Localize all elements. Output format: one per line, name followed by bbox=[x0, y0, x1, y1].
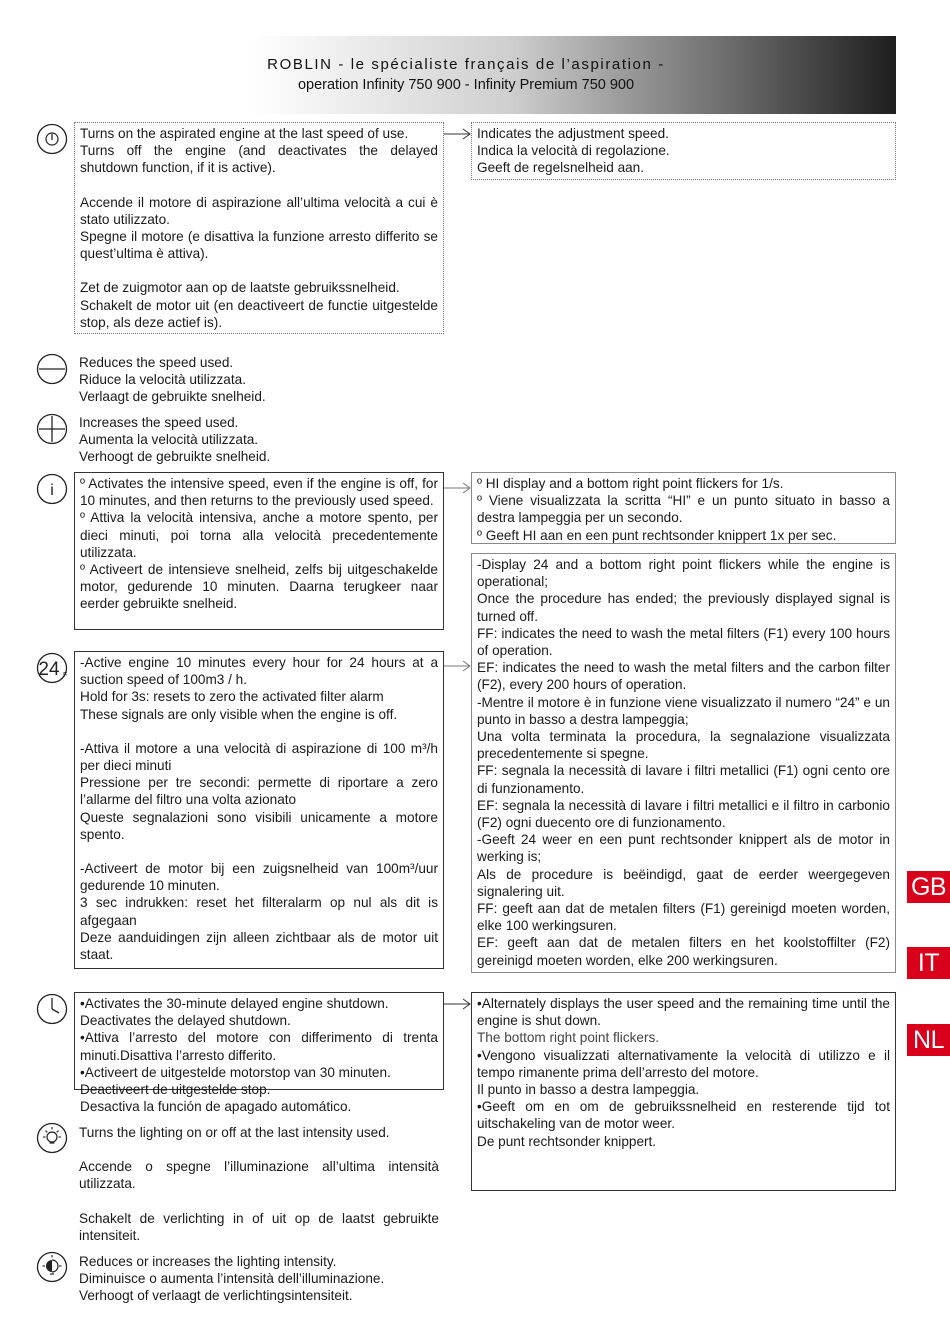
filter-result-line: EF: indicates the need to wash the metal filters and the carbon filter (F2), every 200 hours of operation. bbox=[477, 660, 890, 693]
intensive-result-line: º Geeft HI aan en een punt rechtsonder knippert 1x per sec. bbox=[477, 527, 837, 543]
filter-line: Pressione per tre secondi: permette di riportare a zero l’allarme del filtro una volta azionato bbox=[80, 775, 438, 808]
24-hour-icon-label: 24 bbox=[38, 659, 60, 680]
intensive-description bbox=[74, 472, 444, 630]
24-hour-icon bbox=[36, 652, 72, 684]
power-line: Accende il motore di aspirazione all’ultima velocità a cui è stato utilizzato. bbox=[80, 194, 438, 227]
filter-result-line: FF: segnala la necessità di lavare i filtri metallici (F1) ogni cento ore di funzionamento. bbox=[477, 763, 890, 796]
power-icon bbox=[36, 123, 68, 155]
timer-line: Deactivates the delayed shutdown. bbox=[80, 1013, 291, 1029]
dimmer-icon bbox=[36, 1251, 68, 1283]
clock-icon bbox=[36, 993, 68, 1025]
power-line: Zet de zuigmotor aan op de laatste gebruikssnelheid. bbox=[80, 280, 400, 296]
language-tab-it[interactable]: IT bbox=[907, 947, 950, 979]
timer-line: Deactiveert de uitgestelde stop. bbox=[80, 1082, 271, 1098]
light-line: Turns the lighting on or off at the last intensity used. bbox=[79, 1125, 390, 1140]
light-bulb-icon bbox=[36, 1122, 68, 1154]
filter-result-line: -Mentre il motore è in funzione viene visualizzato il numero “24” e un punto in basso a destra lampeggia; bbox=[477, 694, 890, 727]
minus-description bbox=[74, 354, 444, 406]
filter-result-line: -Geeft 24 weer en een punt rechtsonder knippert als de motor in werking is; bbox=[477, 832, 890, 865]
header-banner bbox=[36, 36, 896, 114]
timer-result-line: De punt rechtsonder knippert. bbox=[477, 1133, 657, 1149]
filter-line: -Attiva il motore a una velocità di aspirazione di 100 m³/h per dieci minuti bbox=[80, 740, 438, 774]
power-result-line: Geeft de regelsnelheid aan. bbox=[477, 160, 645, 176]
24-hour-icon-sub: F bbox=[63, 672, 68, 679]
power-line: Spegne il motore (e disattiva la funzione arresto differito se quest’ultima è attiva). bbox=[80, 229, 438, 262]
dimmer-description bbox=[74, 1253, 444, 1305]
power-result-line: Indicates the adjustment speed. bbox=[477, 126, 669, 141]
filter-result bbox=[471, 553, 896, 973]
filter-result-line: EF: geeft aan dat de metalen filters en het koolstoffilter (F2) gereinigd moeten worden, elke 200 werkingsuren. bbox=[477, 935, 890, 968]
timer-result-line: The bottom right point flickers. bbox=[477, 1030, 660, 1046]
timer-line: •Activeert de uitgestelde motorstop van 30 minuten. bbox=[80, 1064, 391, 1080]
timer-result bbox=[471, 992, 896, 1191]
filter-line: 3 sec indrukken: reset het filteralarm op nul als dit is afgegaan bbox=[80, 895, 438, 928]
timer-line: •Attiva l’arresto del motore con differimento di trenta minuti.Disattiva l’arresto differito. bbox=[80, 1030, 438, 1063]
filter-description bbox=[74, 651, 444, 969]
filter-line: Hold for 3s: resets to zero the activated filter alarm bbox=[80, 689, 384, 705]
plus-line: Verhoogt de gebruikte snelheid. bbox=[79, 449, 271, 465]
timer-result-line: •Alternately displays the user speed and the remaining time until the engine is shut down. bbox=[477, 996, 890, 1029]
intensive-result bbox=[471, 472, 896, 544]
minus-line: Verlaagt de gebruikte snelheid. bbox=[79, 389, 266, 405]
arrow-icon bbox=[444, 659, 472, 673]
minus-line: Reduces the speed used. bbox=[79, 355, 234, 370]
language-tab-nl[interactable]: NL bbox=[907, 1024, 950, 1056]
filter-result-line: Once the procedure has ended; the previously displayed signal is turned off. bbox=[477, 591, 890, 624]
intensive-line: º Attiva la velocità intensiva, anche a motore spento, per dieci minuti, poi torna alla velocità precedentemente utilizzata. bbox=[80, 510, 438, 560]
power-line: Turns off the engine (and deactivates the delayed shutdown function, if it is active). bbox=[80, 143, 438, 176]
filter-line: Queste segnalazioni sono visibili unicamente a motore spento. bbox=[80, 809, 438, 842]
filter-line: -Activeert de motor bij een zuigsnelheid van 100m³/uur gedurende 10 minuten. bbox=[80, 861, 438, 894]
timer-result-line: •Geeft om en om de gebruikssnelheid en resterende tijd tot uitschakeling van de motor weer. bbox=[477, 1099, 890, 1132]
timer-line: •Activates the 30-minute delayed engine shutdown. bbox=[80, 996, 389, 1011]
arrow-icon bbox=[444, 997, 472, 1011]
filter-line: Deze aanduidingen zijn alleen zichtbaar als de motor uit staat. bbox=[80, 929, 438, 963]
filter-line: -Active engine 10 minutes every hour for 24 hours at a suction speed of 100m3 / h. bbox=[80, 655, 438, 688]
timer-description bbox=[74, 992, 444, 1115]
power-line: Turns on the aspirated engine at the last speed of use. bbox=[80, 126, 409, 141]
language-tab-gb[interactable]: GB bbox=[907, 871, 950, 903]
intensive-line: º Activates the intensive speed, even if the engine is off, for 10 minutes, and then returns to the previously used speed. bbox=[80, 476, 438, 509]
filter-result-line: Una volta terminata la procedura, la segnalazione visualizzata precedentemente si spegne. bbox=[477, 729, 890, 762]
power-line: Schakelt de motor uit (en deactiveert de functie uitgestelde stop, als deze actief is). bbox=[80, 297, 438, 330]
filter-line: These signals are only visible when the engine is off. bbox=[80, 706, 398, 722]
dimmer-line: Verhoogt of verlaagt de verlichtingsintensiteit. bbox=[79, 1288, 353, 1304]
light-line: Accende o spegne l’illuminazione all’ultima intensità utilizzata. bbox=[79, 1159, 439, 1192]
arrow-icon bbox=[444, 127, 472, 141]
power-result-line: Indica la velocità di regolazione. bbox=[477, 143, 670, 159]
light-line: Schakelt de verlichting in of uit op de laatst gebruikte intensiteit. bbox=[79, 1210, 439, 1243]
minus-icon bbox=[36, 353, 68, 385]
filter-result-line: -Display 24 and a bottom right point flickers while the engine is operational; bbox=[477, 557, 890, 590]
minus-line: Riduce la velocità utilizzata. bbox=[79, 372, 246, 388]
header-title: ROBLIN - le spécialiste français de l’aspiration - bbox=[267, 56, 665, 73]
filter-result-line: FF: indicates the need to wash the metal filters (F1) every 100 hours of operation. bbox=[477, 625, 890, 659]
light-description bbox=[74, 1124, 444, 1244]
power-description bbox=[74, 122, 444, 334]
filter-result-line: Als de procedure is beëindigd, gaat de eerder weergegeven signalering uit. bbox=[477, 866, 890, 899]
plus-line: Aumenta la velocità utilizzata. bbox=[79, 432, 259, 448]
header-subtitle: operation Infinity 750 900 - Infinity Premium 750 900 bbox=[297, 77, 635, 93]
plus-icon bbox=[36, 413, 68, 445]
intensive-result-line: º Viene visualizzata la scritta “HI” e un punto situato in basso a destra lampeggia per un secondo. bbox=[477, 493, 890, 526]
info-icon-label: i bbox=[50, 482, 54, 499]
intensive-result-line: º HI display and a bottom right point flickers for 1/s. bbox=[477, 476, 784, 491]
timer-line: Desactiva la función de apagado automático. bbox=[80, 1099, 352, 1115]
intensive-line: º Activeert de intensieve snelheid, zelfs bij uitgeschakelde motor, gedurende 10 minuten. Daarna terugkeer naar eerder gebruikte snelheid. bbox=[80, 562, 438, 612]
dimmer-line: Reduces or increases the lighting intensity. bbox=[79, 1254, 337, 1269]
filter-result-line: FF: geeft aan dat de metalen filters (F1) gereinigd moeten worden, elke 100 werkingsuren. bbox=[477, 901, 890, 934]
dimmer-line: Diminuisce o aumenta l’intensità dell’illuminazione. bbox=[79, 1271, 385, 1287]
timer-result-line: Il punto in basso a destra lampeggia. bbox=[477, 1082, 700, 1098]
plus-line: Increases the speed used. bbox=[79, 415, 239, 430]
info-icon bbox=[36, 473, 68, 505]
arrow-icon bbox=[444, 481, 472, 495]
filter-result-line: EF: segnala la necessità di lavare i filtri metallici e il filtro in carbonio (F2) ogni duecento ore di funzionamento. bbox=[477, 797, 890, 831]
plus-description bbox=[74, 414, 444, 466]
timer-result-line: •Vengono visualizzati alternativamente la velocità di utilizzo e il tempo rimanente prima dell’arresto del motore. bbox=[477, 1047, 890, 1080]
power-result bbox=[471, 122, 896, 180]
